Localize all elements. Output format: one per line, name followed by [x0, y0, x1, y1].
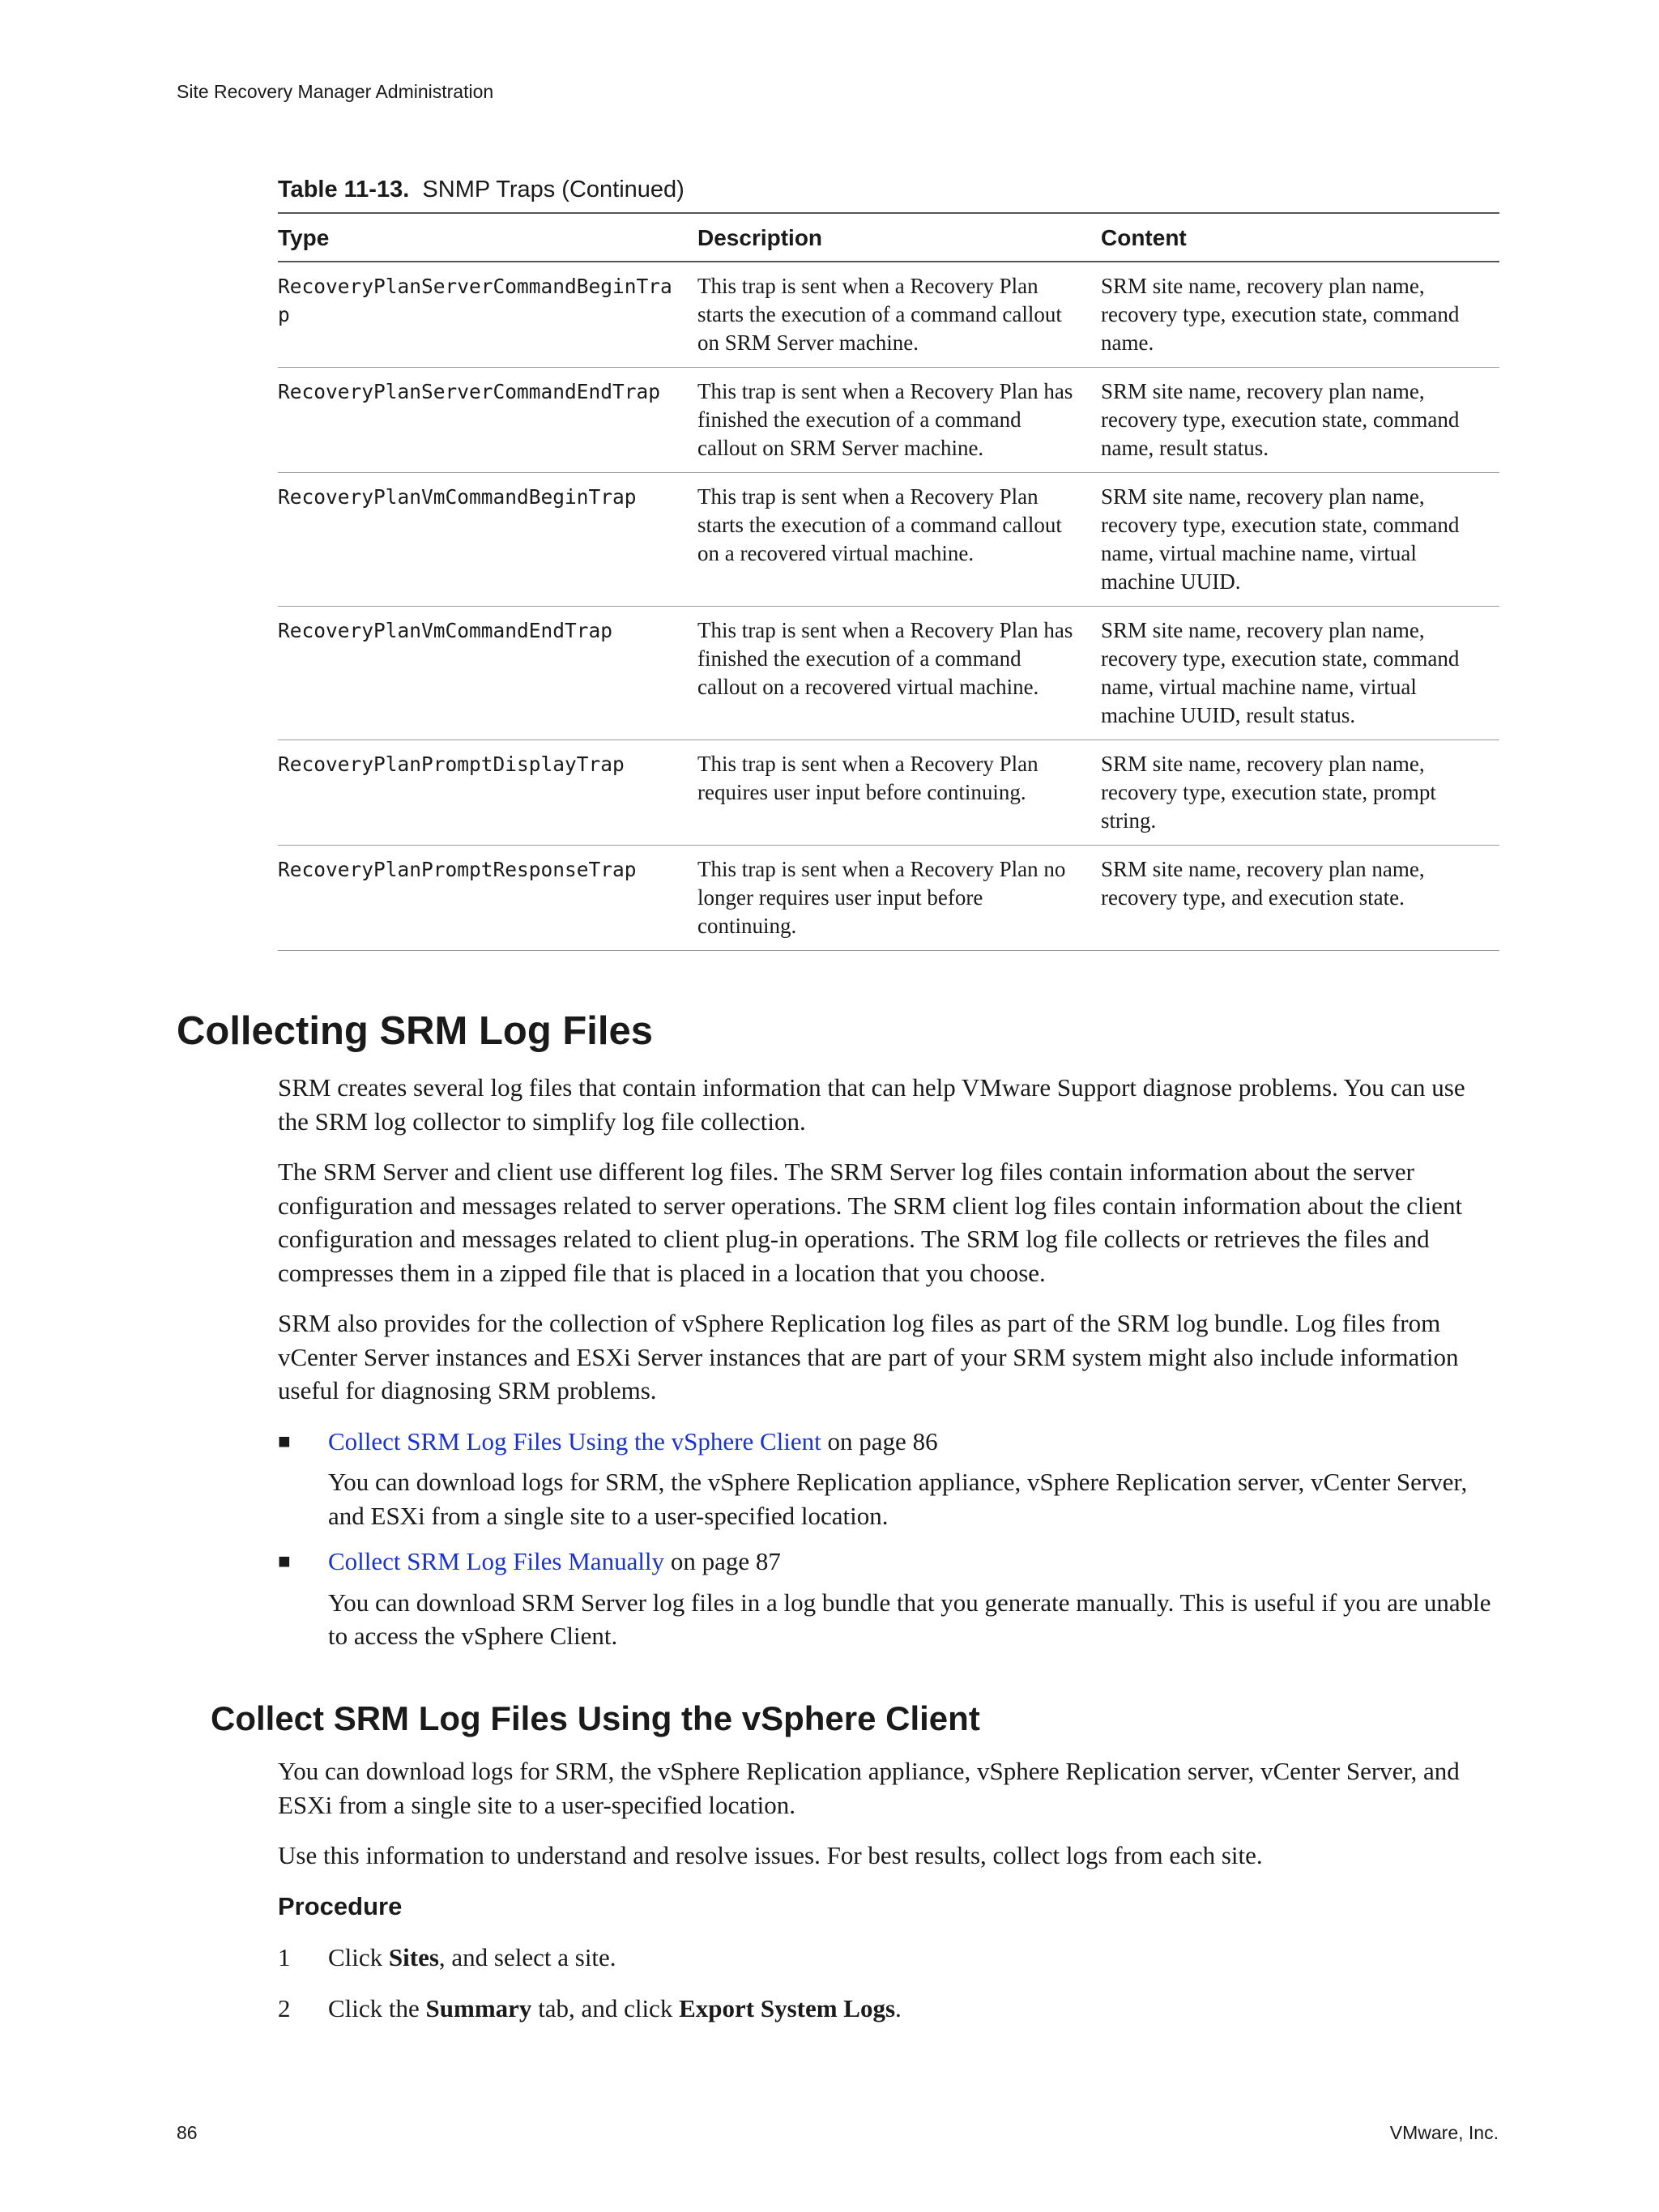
trap-description-cell: This trap is sent when a Recovery Plan starts the execution of a command callout on SRM Server machine.	[697, 262, 1101, 368]
snmp-traps-table	[278, 212, 1499, 951]
trap-content-cell: SRM site name, recovery plan name, recovery type, and execution state.	[1101, 846, 1499, 951]
trap-content-cell: SRM site name, recovery plan name, recovery type, execution state, command name, result status.	[1101, 368, 1499, 473]
square-bullet-icon: ■	[278, 1429, 291, 1453]
bullet-item	[278, 1425, 1501, 1533]
step-text: Click the	[328, 1993, 426, 2022]
page-reference: on page 86	[821, 1426, 938, 1455]
bullet-description: You can download logs for SRM, the vSphere Replication appliance, vSphere Replication server, vCenter Server, and ESXi from a single site to a user-specified location.	[328, 1468, 1468, 1530]
step-ui-term: Sites	[388, 1943, 439, 1971]
trap-description-cell: This trap is sent when a Recovery Plan has finished the execution of a command callout on SRM Server machine.	[697, 368, 1101, 473]
section-paragraph: The SRM Server and client use different log files. The SRM Server log files contain information about the server configuration and messages related to server operations. The SRM client log files contain information about the client configuration and messages related to client plug-in operations. The SRM log file collects or retrieves the files and compresses them in a zipped file that is placed in a location that you choose.	[278, 1157, 1463, 1287]
trap-content-cell: SRM site name, recovery plan name, recovery type, execution state, prompt string.	[1101, 740, 1499, 846]
procedure-heading: Procedure	[278, 1891, 403, 1920]
trap-type-cell: RecoveryPlanVmCommandEndTrap	[278, 607, 697, 740]
bullet-item	[278, 1545, 1501, 1653]
trap-description-cell: This trap is sent when a Recovery Plan requires user input before continuing.	[697, 740, 1101, 846]
subsection-body	[278, 1754, 1501, 2042]
trap-type-cell: RecoveryPlanPromptResponseTrap	[278, 846, 697, 951]
step-ui-term: Export System Logs	[679, 1993, 896, 2022]
trap-type-cell: RecoveryPlanVmCommandBeginTrap	[278, 473, 697, 607]
trap-content-cell: SRM site name, recovery plan name, recovery type, execution state, command name, virtual machine name, virtual machine UUID, result status.	[1101, 607, 1499, 740]
trap-content-cell: SRM site name, recovery plan name, recovery type, execution state, command name.	[1101, 262, 1499, 368]
table-row	[278, 607, 1499, 740]
page-reference: on page 87	[664, 1547, 781, 1575]
step-text: .	[895, 1993, 902, 2022]
section-paragraph: SRM creates several log files that contain information that can help VMware Support diagnose problems. You can use the SRM log collector to simplify log file collection.	[278, 1073, 1465, 1136]
column-header-type: Type	[278, 213, 697, 262]
table-row	[278, 846, 1499, 951]
table-row	[278, 740, 1499, 846]
trap-description-cell: This trap is sent when a Recovery Plan starts the execution of a command callout on a recovered virtual machine.	[697, 473, 1101, 607]
trap-description-cell: This trap is sent when a Recovery Plan no longer requires user input before continuing.	[697, 846, 1101, 951]
footer-company: VMware, Inc.	[1389, 2122, 1499, 2143]
step-number: 1	[278, 1943, 291, 1971]
step-text: , and select a site.	[438, 1943, 616, 1971]
subsection-paragraph: Use this information to understand and resolve issues. For best results, collect logs from each site.	[278, 1841, 1263, 1869]
section-body	[278, 1071, 1501, 1665]
subsection-paragraph: You can download logs for SRM, the vSphere Replication appliance, vSphere Replication server, vCenter Server, and ESXi from a single site to a user-specified location.	[278, 1757, 1460, 1819]
subsection-heading: Collect SRM Log Files Using the vSphere Client	[211, 1699, 980, 1737]
procedure-step	[278, 1992, 1501, 2026]
trap-content-cell: SRM site name, recovery plan name, recovery type, execution state, command name, virtual machine name, virtual machine UUID.	[1101, 473, 1499, 607]
table-row	[278, 368, 1499, 473]
section-heading: Collecting SRM Log Files	[177, 1009, 654, 1053]
table-row	[278, 473, 1499, 607]
table-caption-number: Table 11-13.	[278, 177, 410, 202]
trap-type-cell: RecoveryPlanServerCommandEndTrap	[278, 368, 697, 473]
column-header-content: Content	[1101, 213, 1499, 262]
page-number: 86	[177, 2122, 198, 2143]
step-number: 2	[278, 1993, 291, 2022]
cross-reference-link[interactable]: Collect SRM Log Files Manually	[328, 1547, 665, 1575]
square-bullet-icon: ■	[278, 1549, 291, 1573]
step-text: tab, and click	[531, 1993, 680, 2022]
cross-reference-link[interactable]: Collect SRM Log Files Using the vSphere Client	[328, 1426, 821, 1455]
table-header-row	[278, 213, 1499, 262]
trap-description-cell: This trap is sent when a Recovery Plan has finished the execution of a command callout on a recovered virtual machine.	[697, 607, 1101, 740]
step-text: Click	[328, 1943, 389, 1971]
bullet-description: You can download SRM Server log files in a log bundle that you generate manually. This is useful if you are unable to access the vSphere Client.	[328, 1588, 1491, 1650]
column-header-description: Description	[697, 213, 1101, 262]
procedure-step	[278, 1941, 1501, 1975]
step-ui-term: Summary	[425, 1993, 532, 2022]
table-caption	[278, 177, 684, 203]
trap-type-cell: RecoveryPlanServerCommandBeginTrap	[278, 262, 697, 368]
table-caption-title: SNMP Traps (Continued)	[422, 177, 684, 202]
trap-type-cell: RecoveryPlanPromptDisplayTrap	[278, 740, 697, 846]
section-paragraph: SRM also provides for the collection of vSphere Replication log files as part of the SRM log bundle. Log files from vCenter Server instances and ESXi Server instances that are part of your SRM system might also include information useful for diagnosing SRM problems.	[278, 1309, 1459, 1404]
table-row	[278, 262, 1499, 368]
running-header: Site Recovery Manager Administration	[177, 81, 494, 102]
